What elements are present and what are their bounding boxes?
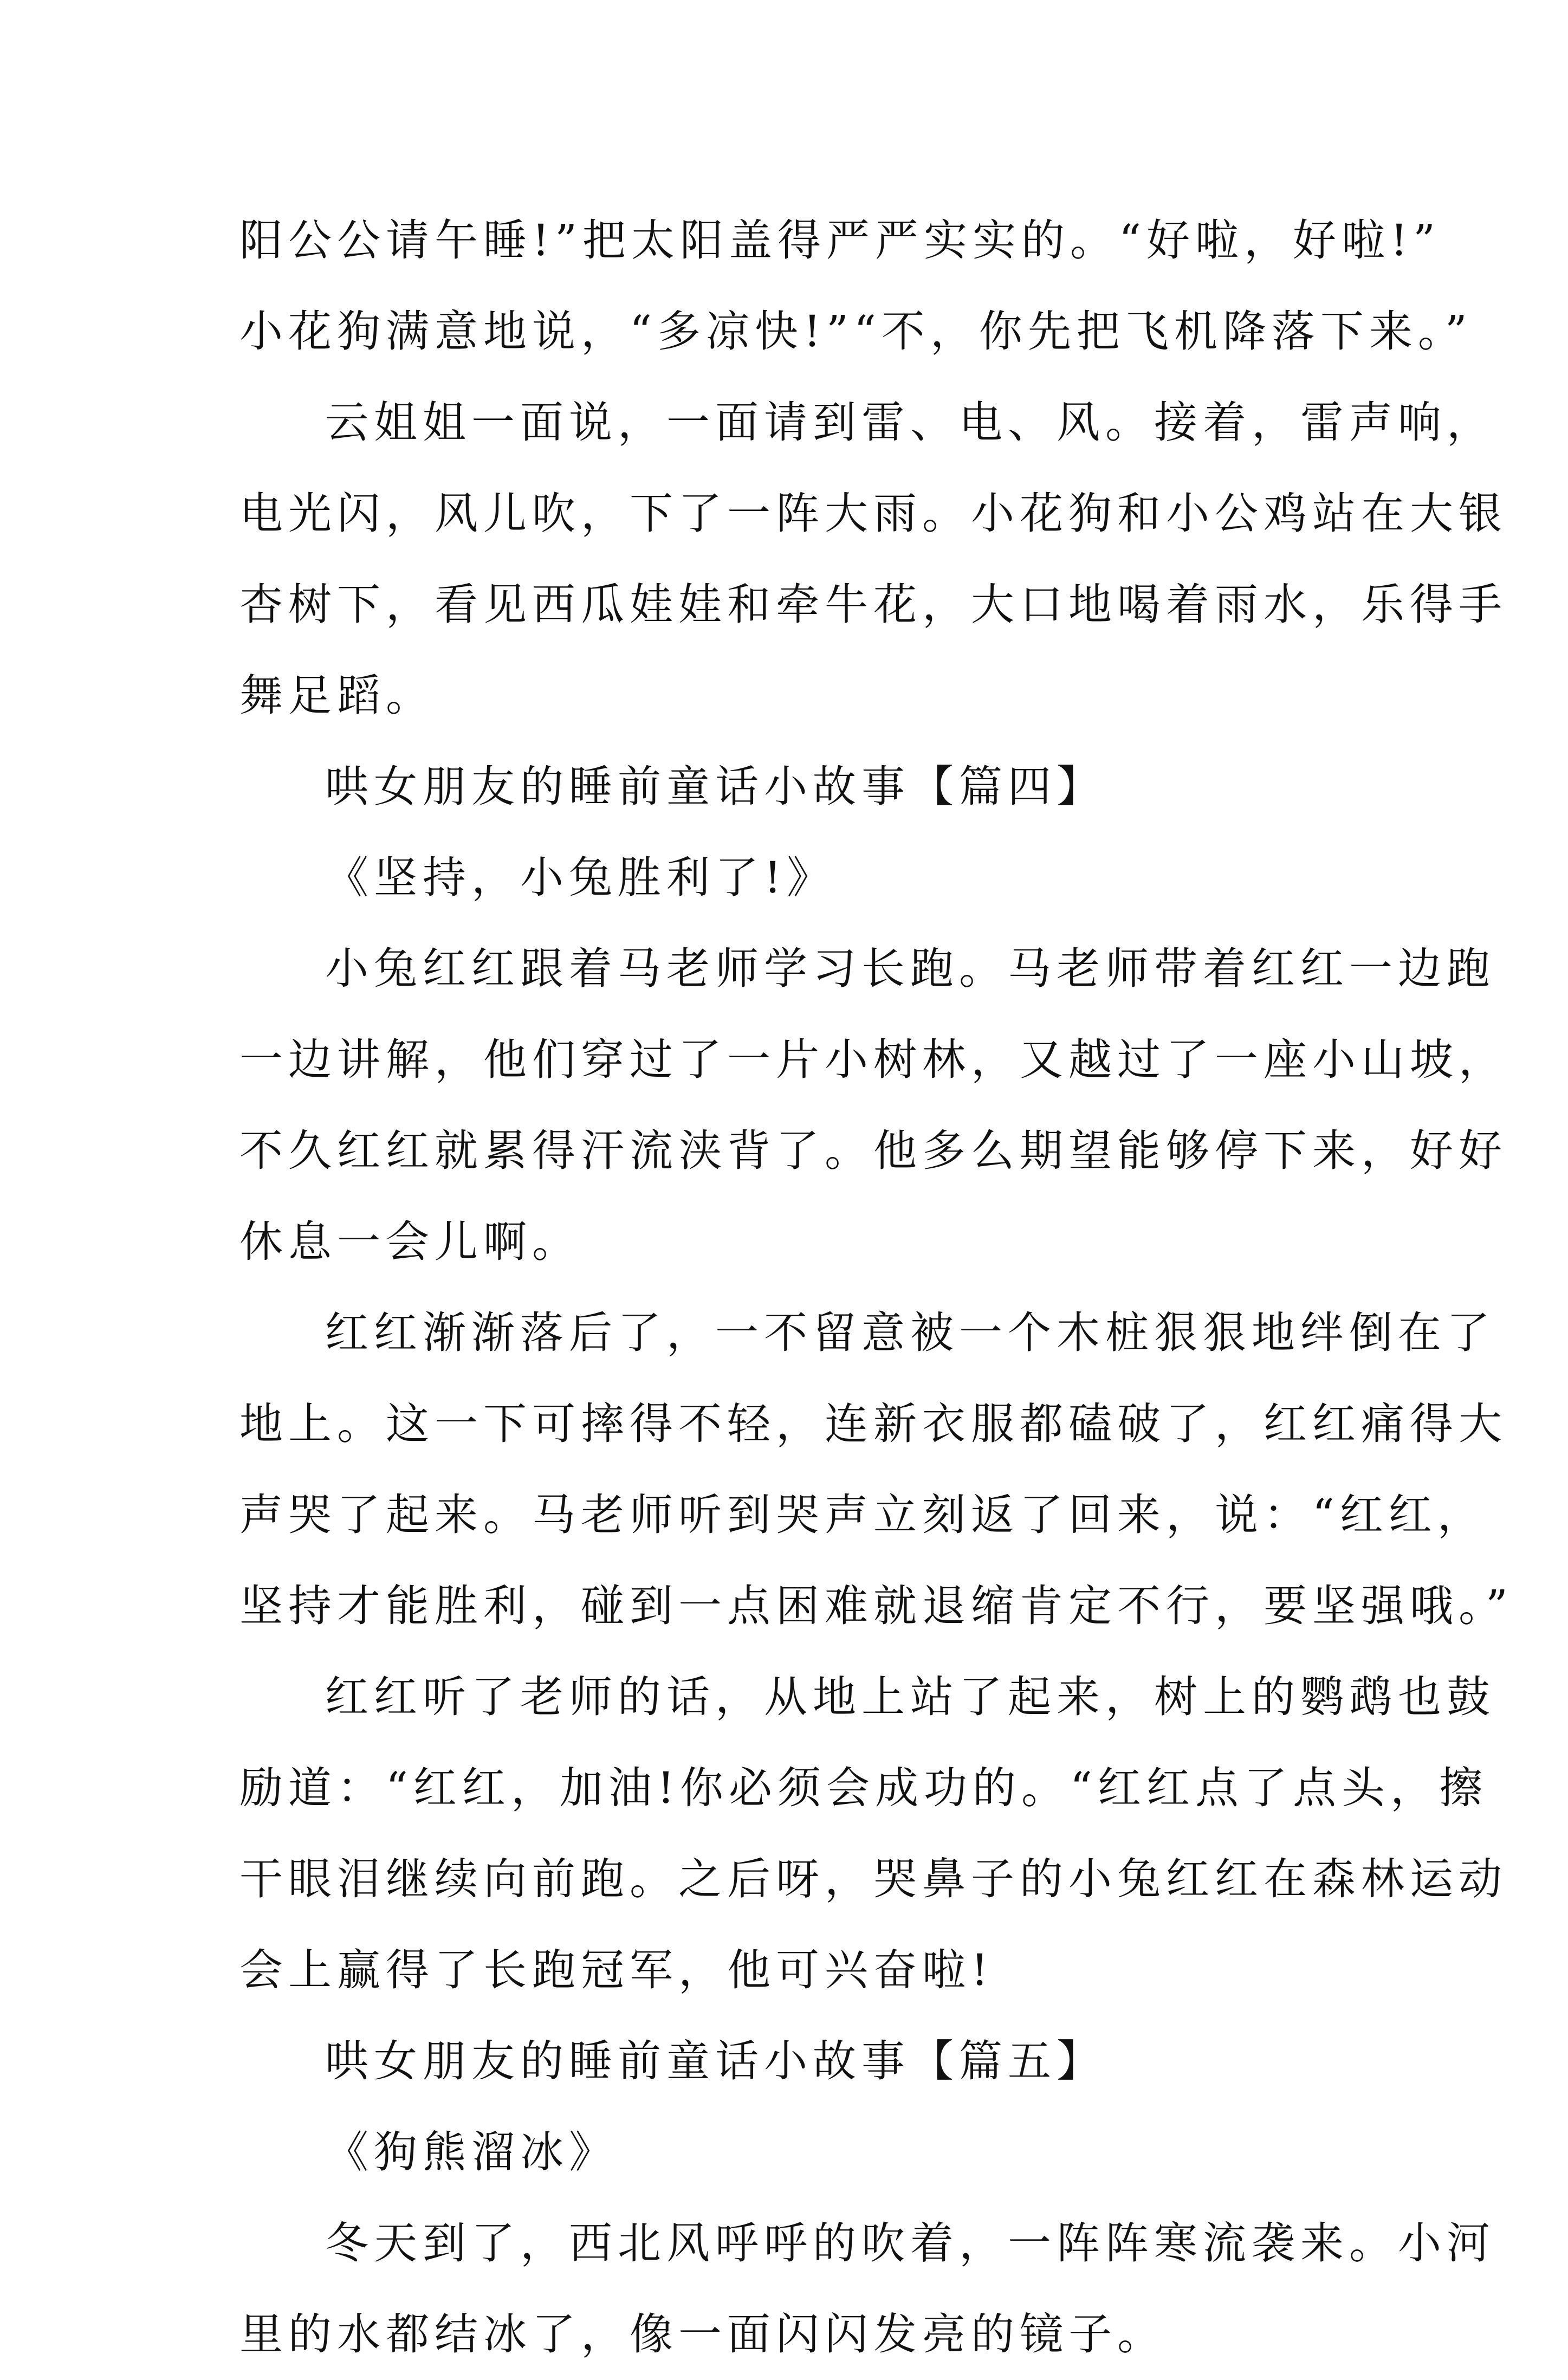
- paragraph-start-line: 冬天到了，西北风呼呼的吹着，一阵阵寒流袭来。小河: [325, 2218, 1495, 2268]
- text-line: 电光闪，风儿吹，下了一阵大雨。小花狗和小公鸡站在大银: [239, 488, 1507, 539]
- story-title: 《坚持，小兔胜利了!》: [325, 852, 836, 903]
- text-line: 小花狗满意地说，“多凉快!”“不，你先把飞机降落下来。”: [239, 306, 1473, 357]
- text-line: 会上赢得了长跑冠军，他可兴奋啦!: [239, 1945, 994, 1995]
- document-body: [239, 195, 1513, 2380]
- text-line: 里的水都结冰了，像一面闪闪发亮的镜子。: [239, 2309, 1166, 2359]
- text-line: 一边讲解，他们穿过了一片小树林，又越过了一座小山坡，: [239, 1034, 1507, 1085]
- text-line: 声哭了起来。马老师听到哭声立刻返了回来，说：“红红，: [239, 1490, 1486, 1540]
- text-line: 阳公公请午睡!”把太阳盖得严严实实的。“好啦，好啦!”: [239, 215, 1441, 266]
- paragraph-start-line: 云姐姐一面说，一面请到雷、电、风。接着，雷声响，: [325, 397, 1495, 448]
- section-heading: 哄女朋友的睡前童话小故事【篇四】: [325, 761, 1105, 812]
- paragraph-start-line: 小兔红红跟着马老师学习长跑。马老师带着红红一边跑: [325, 943, 1495, 994]
- paragraph-start-line: 红红渐渐落后了，一不留意被一个木桩狠狠地绊倒在了: [325, 1308, 1495, 1358]
- text-line: 励道：“红红，加油!你必须会成功的。“红红点了点头，擦: [239, 1763, 1488, 1813]
- paragraph-start-line: 红红听了老师的话，从地上站了起来，树上的鹦鹉也鼓: [325, 1672, 1495, 1722]
- text-line: 舞足蹈。: [239, 670, 435, 721]
- text-line: 休息一会儿啊。: [239, 1217, 581, 1267]
- text-line: 坚持才能胜利，碰到一点困难就退缩肯定不行，要坚强哦。”: [239, 1581, 1513, 1631]
- section-heading: 哄女朋友的睡前童话小故事【篇五】: [325, 2036, 1105, 2086]
- text-line: 地上。这一下可摔得不轻，连新衣服都磕破了，红红痛得大: [239, 1399, 1507, 1449]
- story-title: 《狗熊溜冰》: [325, 2127, 618, 2177]
- text-line: 不久红红就累得汗流浃背了。他多么期望能够停下来，好好: [239, 1126, 1507, 1176]
- text-line: 杏树下，看见西瓜娃娃和牵牛花，大口地喝着雨水，乐得手: [239, 579, 1507, 630]
- text-line: 干眼泪继续向前跑。之后呀，哭鼻子的小兔红红在森林运动: [239, 1854, 1507, 1904]
